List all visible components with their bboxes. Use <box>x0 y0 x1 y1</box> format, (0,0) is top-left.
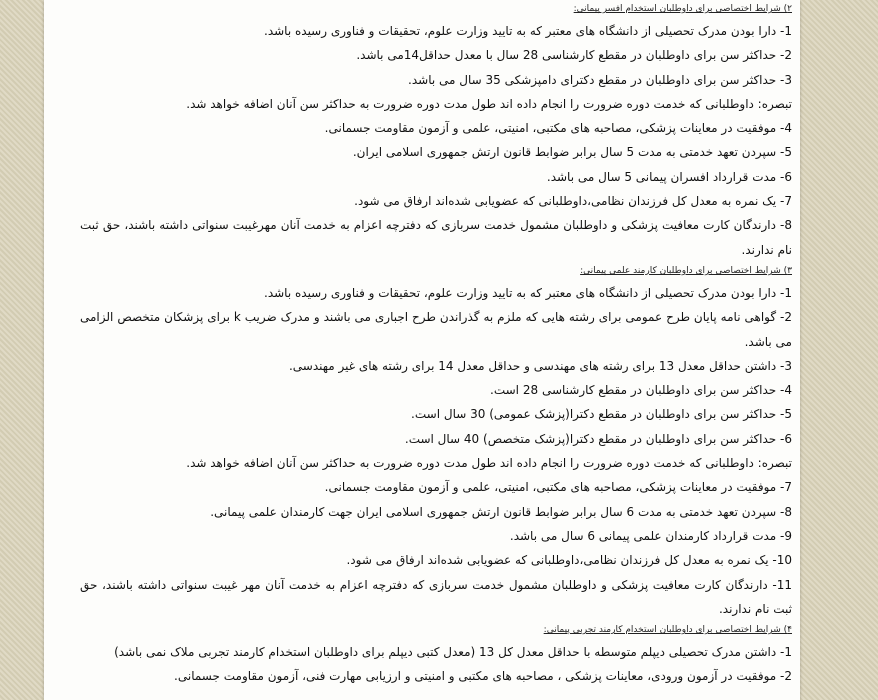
list-item: 5- سپردن تعهد خدمتی به مدت 5 سال برابر ضوابط قانون ارتش جمهوری اسلامی ایران. <box>352 145 792 160</box>
note-item: تبصره: داوطلبانی که خدمت دوره ضرورت را انجام داده اند طول مدت دوره ضرورت به حداکثر سن آنان اضافه خواهد شد. <box>186 96 792 111</box>
list-item: 1- دارا بودن مدرک تحصیلی از دانشگاه های معتبر که به تایید وزارت علوم، تحقیقات و فناوری رسیده باشد. <box>264 24 792 38</box>
list-item: 6- حداکثر سن برای داوطلبان در مقطع دکترا(پزشک متخصص) 40 سال است. <box>404 431 792 446</box>
document-page <box>44 0 800 700</box>
section-title: ۳) شرایط اختصاصی برای داوطلبان کارمند علمی پیمانی: <box>580 265 792 276</box>
list-item: 7- موفقیت در معاینات پزشکی، مصاحبه های مکتبی، امنیتی، علمی و آزمون مقاومت جسمانی. <box>324 480 792 495</box>
list-item: 2- حداکثر سن برای داوطلبان در مقطع کارشناسی 28 سال با معدل حداقل14می باشد. <box>356 48 792 63</box>
list-item: 4- حداکثر سن برای داوطلبان در مقطع کارشناسی 28 است. <box>490 383 792 398</box>
list-item: 4- موفقیت در معاینات پزشکی، مصاحبه های مکتبی، امنیتی، علمی و آزمون مقاومت جسمانی. <box>324 121 792 136</box>
section-experimental-staff <box>80 621 792 689</box>
list-item: 8- دارندگان کارت معافیت پزشکی و داوطلبان مشمول خدمت سربازی که دفترچه اعزام به خدمت آنان مهرغیبت سنواتی داشته باشند، حق ثبت نام ندارند. <box>80 218 792 257</box>
document-content <box>44 0 800 689</box>
list-item: 1- دارا بودن مدرک تحصیلی از دانشگاه های معتبر که به تایید وزارت علوم، تحقیقات و فناوری رسیده باشد. <box>264 285 792 300</box>
list-item: 3- حداکثر سن برای داوطلبان در مقطع دکترای دامپزشکی 35 سال می باشد. <box>408 72 792 87</box>
list-item: 11- دارندگان کارت معافیت پزشکی و داوطلبان مشمول خدمت سربازی که دفترچه اعزام به خدمت آنان مهر غیبت سنواتی داشته باشند، حق ثبت نام ندارند. <box>80 577 792 616</box>
list-item: 10- یک نمره به معدل کل فرزندان نظامی،داوطلبانی که عضویابی شده‌اند ارفاق می شود. <box>346 553 792 568</box>
section-title: ۲) شرایط اختصاصی برای داوطلبان استخدام افسر پیمانی: <box>573 4 792 14</box>
list-item: 3- داشتن حداقل معدل 13 برای رشته های مهندسی و حداقل معدل 14 برای رشته های غیر مهندسی. <box>288 358 792 373</box>
list-item: 7- یک نمره به معدل کل فرزندان نظامی،داوطلبانی که عضویابی شده‌اند ارفاق می شود. <box>354 194 792 209</box>
list-item: 9- مدت قرارداد کارمندان علمی پیمانی 6 سال می باشد. <box>509 528 792 543</box>
list-item: 1- داشتن مدرک تحصیلی دیپلم متوسطه با حداقل معدل کل 13 (معدل کتبی دیپلم برای داوطلبان استخدام کارمند تجربی ملاک نمی باشد) <box>114 645 792 660</box>
list-item: 2- موفقیت در آزمون ورودی، معاینات پزشکی ، مصاحبه های مکتبی و امنیتی و ارزیابی مهارت فنی، آزمون مقاومت جسمانی. <box>174 669 792 684</box>
section-scientific-staff <box>80 262 792 621</box>
list-item: 8- سپردن تعهد خدمتی به مدت 6 سال برابر ضوابط قانون ارتش جمهوری اسلامی ایران جهت کارمندان علمی پیمانی. <box>210 504 792 519</box>
section-officer <box>80 0 792 262</box>
note-item: تبصره: داوطلبانی که خدمت دوره ضرورت را انجام داده اند طول مدت دوره ضرورت به حداکثر سن آنان اضافه خواهد شد. <box>186 456 792 471</box>
section-title: ۴) شرایط اختصاصی برای داوطلبان استخدام کارمند تجربی پیمانی: <box>543 625 792 636</box>
list-item: 6- مدت قرارداد افسران پیمانی 5 سال می باشد. <box>546 169 792 184</box>
list-item: 5- حداکثر سن برای داوطلبان در مقطع دکترا(پزشک عمومی) 30 سال است. <box>411 407 792 422</box>
list-item: 2- گواهی نامه پایان طرح عمومی برای رشته هایی که ملزم به گذراندن طرح اجباری می باشند و مدرک ضریب k برای پزشکان متخصص الزامی می باشد. <box>80 310 792 349</box>
